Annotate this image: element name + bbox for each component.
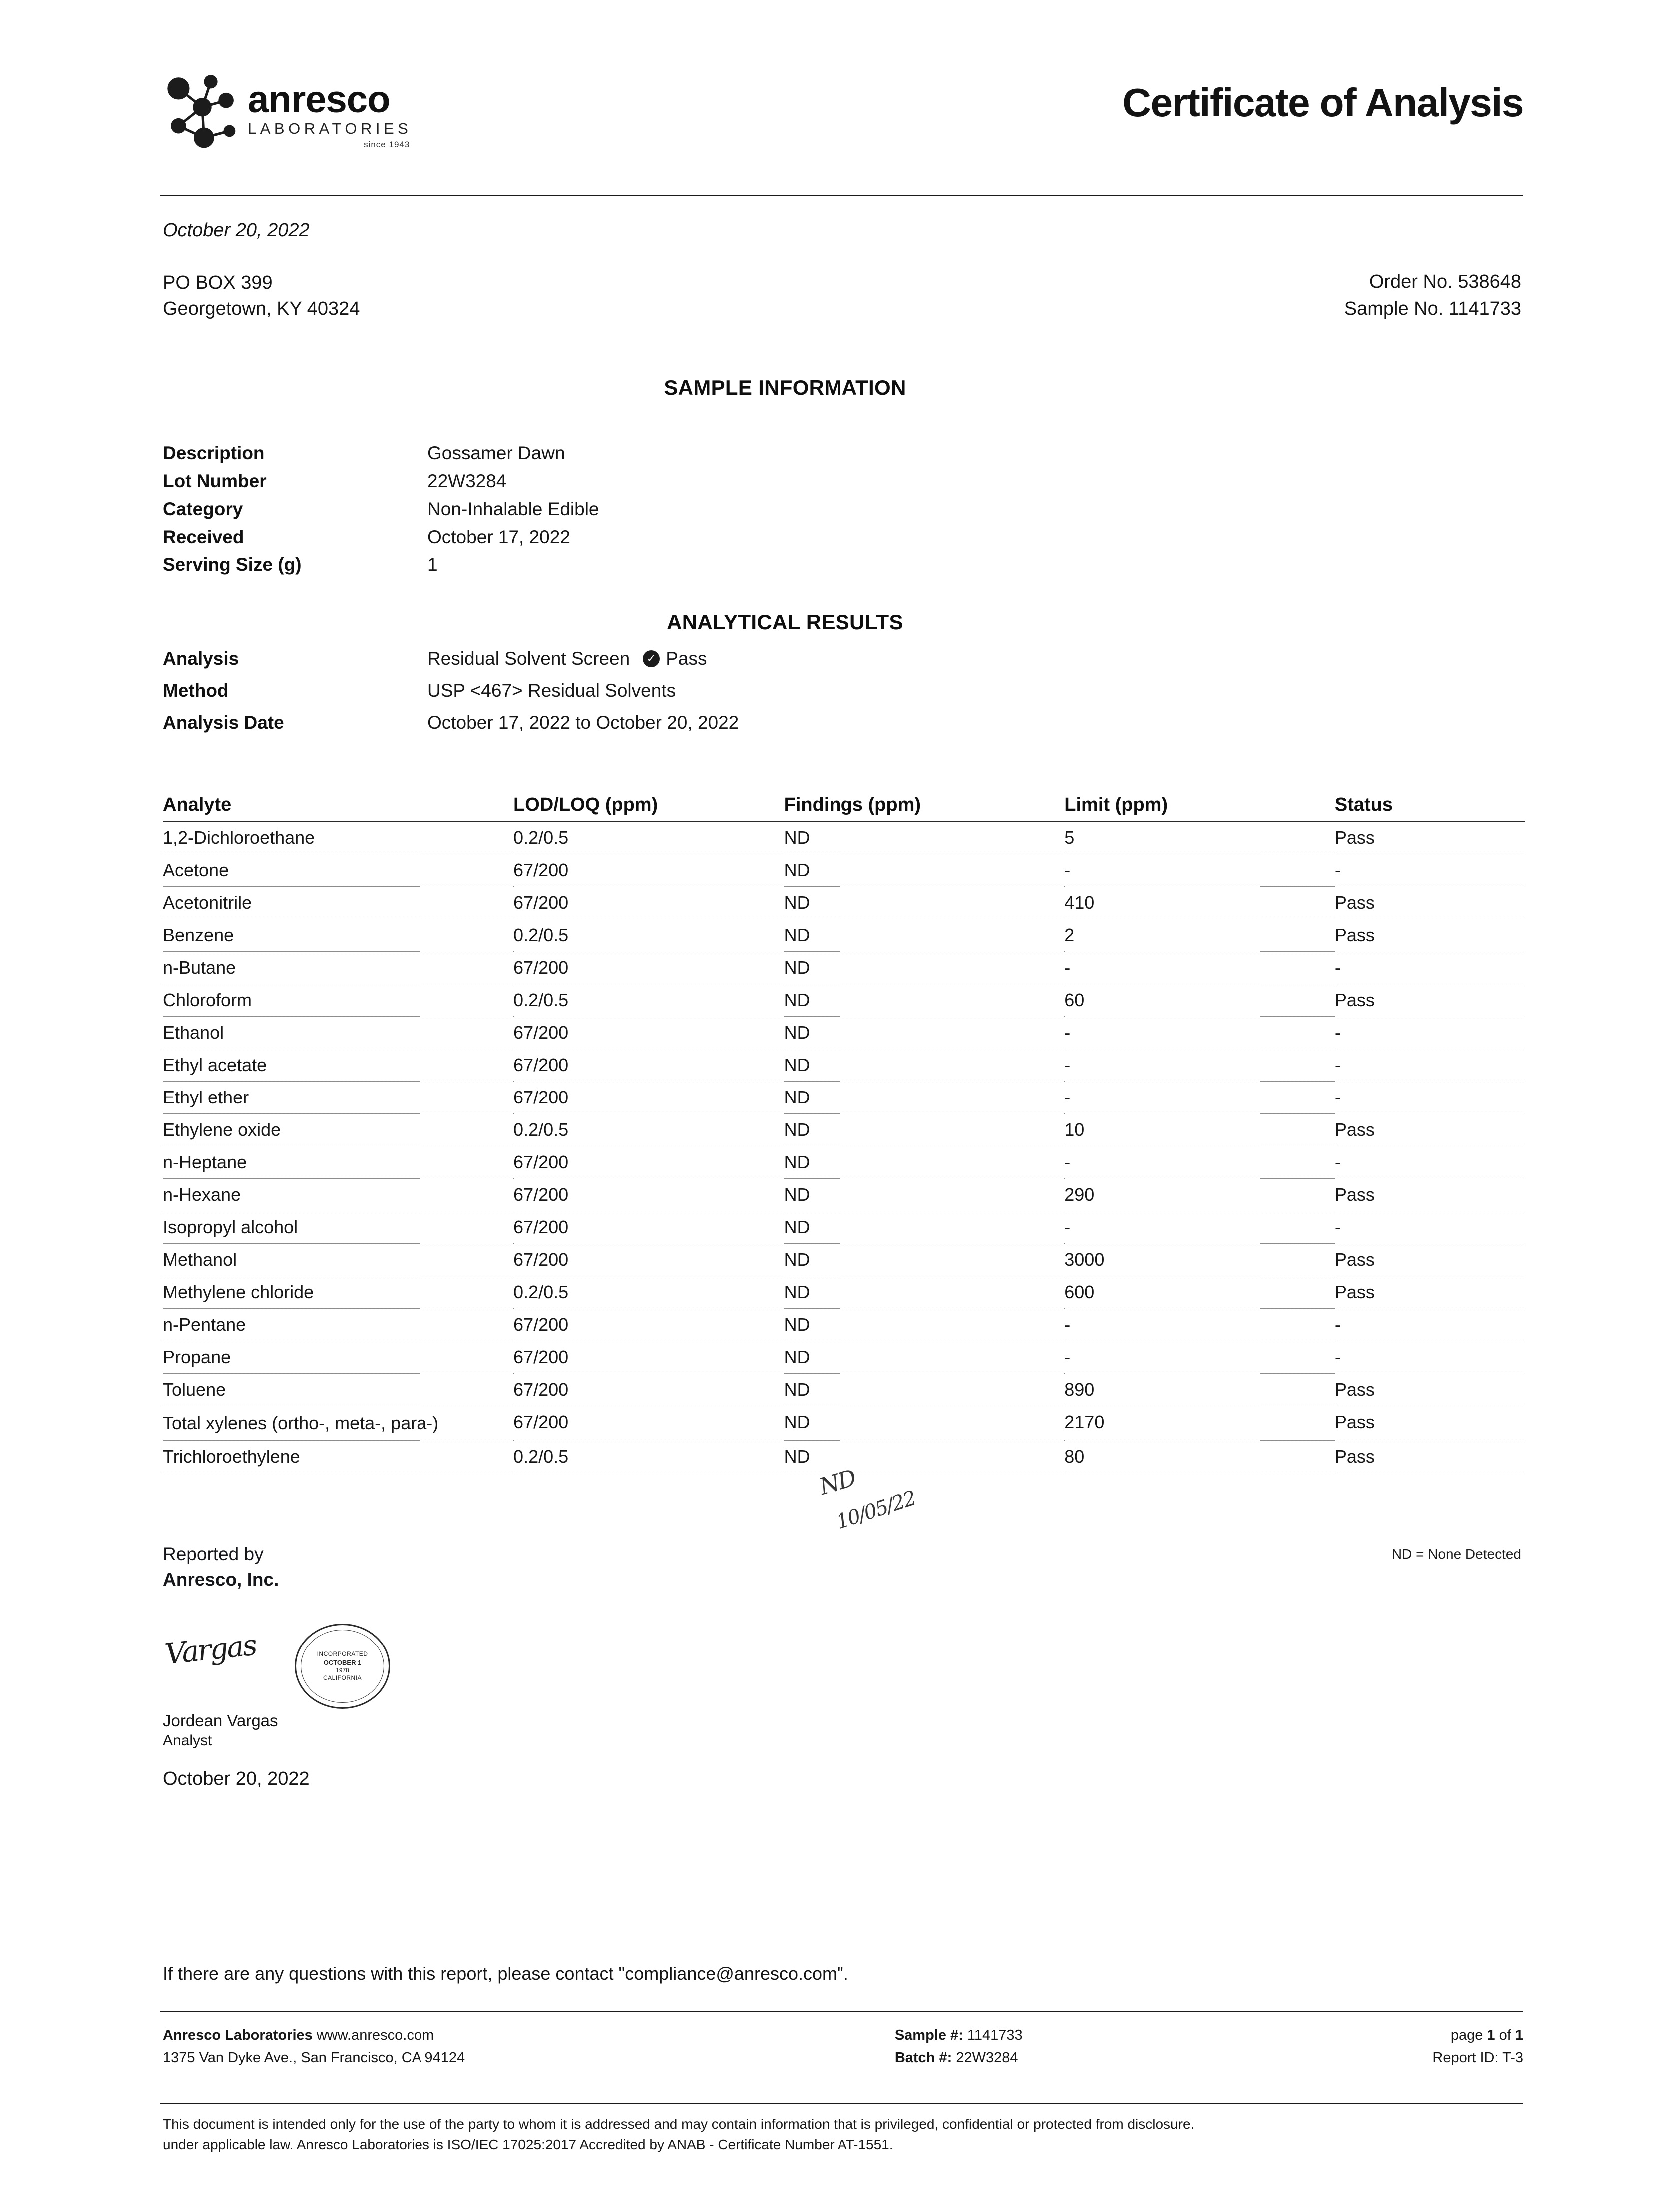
page-title: Certificate of Analysis: [1122, 80, 1523, 125]
footer-page-total: 1: [1515, 2027, 1523, 2043]
cell-limit: 410: [1064, 887, 1335, 919]
table-row: [163, 1341, 1525, 1374]
cell-findings: ND: [784, 1017, 1065, 1049]
footer-address: 1375 Van Dyke Ave., San Francisco, CA 94124: [163, 2049, 465, 2066]
sample-info-key: Category: [163, 499, 243, 519]
cell-lod: 67/200: [513, 1211, 784, 1244]
cell-analyte: Propane: [163, 1341, 513, 1374]
cell-findings: ND: [784, 1341, 1065, 1374]
handwritten-annotation-nd: ND: [816, 1464, 859, 1501]
cell-findings: ND: [784, 1441, 1065, 1473]
cell-findings: ND: [784, 821, 1065, 854]
stamp-line-1: INCORPORATED: [317, 1650, 368, 1657]
cell-findings: ND: [784, 952, 1065, 984]
cell-lod: 67/200: [513, 1082, 784, 1114]
cell-findings: ND: [784, 1374, 1065, 1406]
reporting-company: Anresco, Inc.: [163, 1569, 279, 1590]
cell-status: -: [1335, 952, 1525, 984]
cell-analyte: Benzene: [163, 919, 513, 952]
cell-lod: 0.2/0.5: [513, 984, 784, 1017]
sample-info-row: [163, 444, 599, 462]
signature-area: [160, 1619, 509, 1749]
column-header-status: Status: [1335, 794, 1525, 821]
certification-stamp: [295, 1624, 390, 1709]
cell-limit: -: [1064, 1341, 1335, 1374]
table-row: [163, 1146, 1525, 1179]
sample-info-key: Lot Number: [163, 471, 267, 491]
sample-info-value: October 17, 2022: [427, 527, 570, 547]
cell-lod: 67/200: [513, 1341, 784, 1374]
cell-limit: -: [1064, 1017, 1335, 1049]
disclaimer-line-1: This document is intended only for the use of the party to whom it is addressed and may contain information that is privileged, confidential or protected from disclosure.: [163, 2116, 1195, 2132]
footer-website[interactable]: www.anresco.com: [316, 2027, 434, 2043]
analysis-date-value: October 17, 2022 to October 20, 2022: [427, 712, 739, 733]
cell-limit: -: [1064, 1309, 1335, 1341]
cell-analyte: Toluene: [163, 1374, 513, 1406]
sample-info-row: [163, 472, 599, 490]
cell-analyte: Ethyl ether: [163, 1082, 513, 1114]
cell-limit: 890: [1064, 1374, 1335, 1406]
cell-status: -: [1335, 1082, 1525, 1114]
footer-batch-label: Batch #:: [894, 2049, 952, 2066]
footer-page-label: page: [1450, 2027, 1483, 2043]
cell-lod: 67/200: [513, 1179, 784, 1211]
stamp-line-2: OCTOBER 1: [323, 1658, 362, 1666]
handwritten-annotation-date: 10/05/22: [833, 1486, 918, 1534]
cell-findings: ND: [784, 1406, 1065, 1441]
status-badge: [643, 649, 707, 668]
stamp-line-4: CALIFORNIA: [323, 1674, 362, 1682]
sample-information-list: [163, 444, 599, 583]
cell-limit: 600: [1064, 1276, 1335, 1309]
logo-wordmark: [248, 70, 412, 150]
cell-lod: 67/200: [513, 1309, 784, 1341]
cell-status: Pass: [1335, 984, 1525, 1017]
cell-status: Pass: [1335, 1244, 1525, 1276]
sample-info-value: Non-Inhalable Edible: [427, 499, 599, 519]
table-row: [163, 1374, 1525, 1406]
legal-disclaimer: [163, 2114, 1523, 2155]
analysis-date-label: Analysis Date: [163, 712, 284, 733]
analysis-date-row: [163, 713, 739, 732]
cell-analyte: Acetone: [163, 854, 513, 887]
cell-analyte: Methylene chloride: [163, 1276, 513, 1309]
column-header-findings: Findings (ppm): [784, 794, 1065, 821]
cell-limit: -: [1064, 952, 1335, 984]
footer-page-block: [1432, 2024, 1523, 2069]
cell-limit: 2170: [1064, 1406, 1335, 1441]
sample-number: Sample No. 1141733: [1344, 298, 1521, 319]
cell-status: Pass: [1335, 1406, 1525, 1441]
table-row: [163, 952, 1525, 984]
sample-info-value: Gossamer Dawn: [427, 443, 565, 463]
cell-limit: 290: [1064, 1179, 1335, 1211]
table-row: [163, 1406, 1525, 1441]
cell-analyte: n-Hexane: [163, 1179, 513, 1211]
cell-analyte: n-Heptane: [163, 1146, 513, 1179]
cell-status: Pass: [1335, 1276, 1525, 1309]
cell-status: -: [1335, 854, 1525, 887]
table-row: [163, 854, 1525, 887]
cell-status: -: [1335, 1146, 1525, 1179]
cell-findings: ND: [784, 1244, 1065, 1276]
anresco-logo: [160, 70, 412, 155]
table-row: [163, 1017, 1525, 1049]
contact-line: If there are any questions with this report, please contact "compliance@anresco.com".: [163, 1963, 848, 1984]
analysis-value: Residual Solvent Screen: [427, 648, 630, 669]
cell-status: Pass: [1335, 1179, 1525, 1211]
table-row: [163, 984, 1525, 1017]
cell-lod: 0.2/0.5: [513, 1276, 784, 1309]
cell-limit: 3000: [1064, 1244, 1335, 1276]
disclaimer-line-2: under applicable law. Anresco Laboratories is ISO/IEC 17025:2017 Accredited by ANAB - Certificate Number AT-1551.: [163, 2136, 893, 2152]
sample-information-heading: SAMPLE INFORMATION: [664, 376, 906, 399]
cell-lod: 67/200: [513, 1017, 784, 1049]
table-row: [163, 1276, 1525, 1309]
logo-name: anresco: [248, 78, 390, 121]
cell-limit: 5: [1064, 821, 1335, 854]
cell-status: -: [1335, 1211, 1525, 1244]
status-badge-label: Pass: [666, 648, 707, 669]
cell-findings: ND: [784, 919, 1065, 952]
sample-info-key: Serving Size (g): [163, 554, 302, 575]
cell-lod: 67/200: [513, 1406, 784, 1441]
footer-company-name: Anresco Laboratories: [163, 2027, 313, 2043]
footer-batch-value: 22W3284: [956, 2049, 1018, 2066]
column-header-analyte: Analyte: [163, 794, 513, 821]
cell-analyte: Acetonitrile: [163, 887, 513, 919]
signature-mark: Vargas: [163, 1628, 258, 1671]
analytical-results-heading: ANALYTICAL RESULTS: [667, 610, 903, 634]
cell-findings: ND: [784, 1309, 1065, 1341]
table-row: [163, 1082, 1525, 1114]
cell-limit: 80: [1064, 1441, 1335, 1473]
cell-status: -: [1335, 1017, 1525, 1049]
results-header-row: [163, 794, 1525, 821]
document-footer: [163, 2024, 1523, 2069]
address-line-2: Georgetown, KY 40324: [163, 298, 360, 320]
cell-findings: ND: [784, 1146, 1065, 1179]
cell-status: -: [1335, 1309, 1525, 1341]
results-table-head: [163, 794, 1525, 821]
analysis-row: [163, 649, 739, 668]
document-header: [160, 65, 1523, 185]
cell-findings: ND: [784, 1179, 1065, 1211]
cell-status: Pass: [1335, 1114, 1525, 1146]
table-row: [163, 1211, 1525, 1244]
analysis-summary: [163, 649, 739, 745]
check-icon: ✓: [643, 650, 660, 667]
reported-by-label: Reported by: [163, 1544, 264, 1564]
cell-analyte: Methanol: [163, 1244, 513, 1276]
footer-company-block: [163, 2024, 465, 2069]
cell-status: -: [1335, 1049, 1525, 1082]
method-value: USP <467> Residual Solvents: [427, 680, 676, 701]
cell-analyte: 1,2-Dichloroethane: [163, 821, 513, 854]
footer-columns: [163, 2024, 1523, 2069]
order-number: Order No. 538648: [1369, 271, 1521, 292]
footer-page-line: [1432, 2024, 1523, 2047]
cell-findings: ND: [784, 887, 1065, 919]
sample-info-value: 22W3284: [427, 471, 507, 491]
cell-findings: ND: [784, 984, 1065, 1017]
results-table-body: [163, 821, 1525, 1473]
cell-findings: ND: [784, 1049, 1065, 1082]
cell-limit: 10: [1064, 1114, 1335, 1146]
table-row: [163, 1114, 1525, 1146]
footer-sample-value: 1141733: [967, 2027, 1023, 2043]
cell-findings: ND: [784, 1211, 1065, 1244]
cell-analyte: Ethyl acetate: [163, 1049, 513, 1082]
cell-lod: 67/200: [513, 887, 784, 919]
table-row: [163, 887, 1525, 919]
sample-info-value: 1: [427, 554, 438, 575]
footer-divider-bottom: [160, 2103, 1523, 2104]
table-row: [163, 1309, 1525, 1341]
sample-info-key: Description: [163, 443, 265, 463]
cell-lod: 67/200: [513, 952, 784, 984]
cell-analyte: Ethylene oxide: [163, 1114, 513, 1146]
molecule-logo-icon: [160, 70, 245, 155]
cell-status: Pass: [1335, 887, 1525, 919]
cell-status: -: [1335, 1341, 1525, 1374]
column-header-lod-loq: LOD/LOQ (ppm): [513, 794, 784, 821]
cell-findings: ND: [784, 854, 1065, 887]
logo-subtitle: LABORATORIES: [248, 120, 412, 138]
cell-analyte: n-Butane: [163, 952, 513, 984]
table-row: [163, 1179, 1525, 1211]
cell-lod: 67/200: [513, 1146, 784, 1179]
cell-lod: 67/200: [513, 1049, 784, 1082]
cell-lod: 67/200: [513, 1244, 784, 1276]
sample-info-key: Received: [163, 527, 244, 547]
cell-status: Pass: [1335, 919, 1525, 952]
cell-lod: 67/200: [513, 1374, 784, 1406]
cell-lod: 0.2/0.5: [513, 1441, 784, 1473]
footer-page-value: 1: [1487, 2027, 1495, 2043]
results-table: [163, 794, 1525, 1473]
footer-sample-block: [875, 2024, 1023, 2069]
cell-findings: ND: [784, 1082, 1065, 1114]
cell-limit: 60: [1064, 984, 1335, 1017]
table-row: [163, 821, 1525, 854]
cell-status: Pass: [1335, 1374, 1525, 1406]
order-identifiers: [1344, 269, 1521, 323]
cell-findings: ND: [784, 1114, 1065, 1146]
sample-info-row: [163, 555, 599, 574]
stamp-ring: [301, 1630, 384, 1703]
cell-status: Pass: [1335, 821, 1525, 854]
cell-analyte: Trichloroethylene: [163, 1441, 513, 1473]
cell-lod: 67/200: [513, 854, 784, 887]
footer-batch-line: [895, 2047, 1023, 2069]
cell-limit: -: [1064, 1146, 1335, 1179]
recipient-address: [163, 270, 360, 322]
footer-sample-label: Sample #:: [894, 2027, 963, 2043]
footer-divider-top: [160, 2011, 1523, 2012]
sample-info-row: [163, 500, 599, 518]
footer-report-id: Report ID: T-3: [1432, 2049, 1523, 2066]
cell-limit: -: [1064, 854, 1335, 887]
column-header-limit: Limit (ppm): [1064, 794, 1335, 821]
table-row: [163, 1049, 1525, 1082]
cell-lod: 0.2/0.5: [513, 821, 784, 854]
footer-page-of: of: [1499, 2027, 1511, 2043]
cell-findings: ND: [784, 1276, 1065, 1309]
cell-limit: -: [1064, 1049, 1335, 1082]
table-row: [163, 919, 1525, 952]
analyst-role: Analyst: [163, 1732, 212, 1749]
analysis-label: Analysis: [163, 648, 239, 669]
cell-analyte: n-Pentane: [163, 1309, 513, 1341]
signature-date: October 20, 2022: [163, 1768, 310, 1789]
cell-limit: -: [1064, 1211, 1335, 1244]
cell-analyte: Ethanol: [163, 1017, 513, 1049]
address-line-1: PO BOX 399: [163, 272, 273, 293]
cell-limit: -: [1064, 1082, 1335, 1114]
cell-lod: 0.2/0.5: [513, 1114, 784, 1146]
footer-company-line: [163, 2024, 465, 2047]
cell-status: Pass: [1335, 1441, 1525, 1473]
cell-analyte: Isopropyl alcohol: [163, 1211, 513, 1244]
cell-limit: 2: [1064, 919, 1335, 952]
issue-date: October 20, 2022: [163, 220, 310, 241]
nd-note: ND = None Detected: [1391, 1546, 1521, 1562]
reported-by-block: [163, 1541, 279, 1592]
cell-lod: 0.2/0.5: [513, 919, 784, 952]
table-row: [163, 1244, 1525, 1276]
cell-analyte: Total xylenes (ortho-, meta-, para-): [163, 1406, 513, 1441]
analyst-name: Jordean Vargas: [163, 1711, 278, 1730]
cell-analyte: Chloroform: [163, 984, 513, 1017]
method-row: [163, 681, 739, 700]
sample-info-row: [163, 528, 599, 546]
logo-since: since 1943: [364, 140, 410, 150]
method-label: Method: [163, 680, 229, 701]
footer-sample-line: [895, 2024, 1023, 2047]
header-divider: [160, 195, 1523, 196]
stamp-line-3: 1978: [336, 1667, 349, 1674]
